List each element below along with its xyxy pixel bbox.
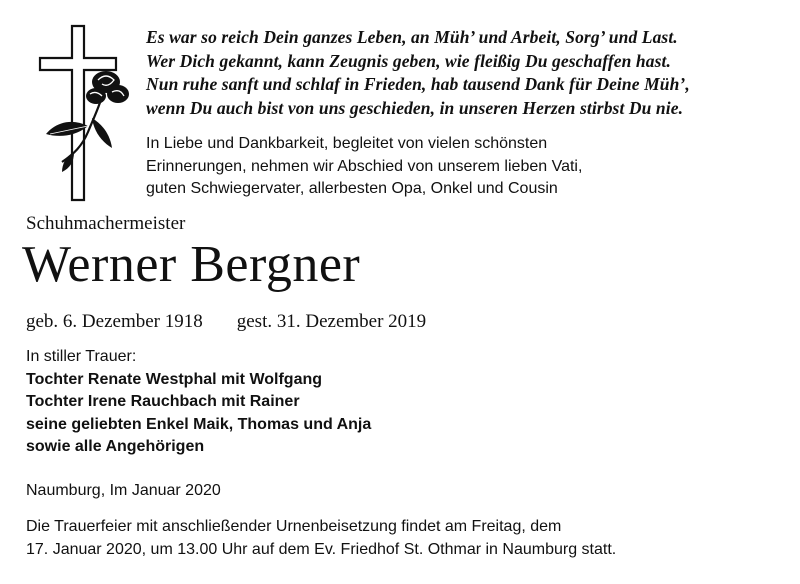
death-date: gest. 31. Dezember 2019 [236, 311, 427, 332]
deceased-name: Werner Bergner [22, 236, 361, 293]
place-and-date: Naumburg, Im Januar 2020 [26, 482, 221, 499]
intro-line: guten Schwiegervater, allerbesten Opa, Onkel und Cousin [146, 180, 558, 197]
mourners-list [26, 346, 371, 459]
mourner-entry: Tochter Irene Rauchbach mit Rainer [26, 393, 300, 410]
profession-title: Schuhmachermeister [26, 213, 186, 234]
birth-date: geb. 6. Dezember 1918 [26, 311, 203, 332]
cross-with-rose-icon [32, 22, 142, 204]
poem-verse [146, 26, 786, 120]
intro-text [146, 133, 786, 201]
mourner-entry: sowie alle Angehörigen [26, 438, 205, 455]
intro-line: Erinnerungen, nehmen wir Abschied von unserem lieben Vati, [146, 157, 583, 175]
mourner-entry: seine geliebten Enkel Maik, Thomas und Anja [26, 415, 372, 433]
funeral-info [26, 516, 616, 561]
life-dates [26, 310, 426, 334]
poem-line: Nun ruhe sanft und schlaf in Frieden, hab tausend Dank für Deine Müh’, [146, 74, 690, 94]
funeral-line: Die Trauerfeier mit anschließender Urnenbeisetzung findet am Freitag, dem [26, 518, 562, 535]
poem-line: wenn Du auch bist von uns geschieden, in unseren Herzen stirbst Du nie. [146, 97, 684, 118]
intro-line: In Liebe und Dankbarkeit, begleitet von vielen schönsten [146, 135, 548, 152]
poem-line: Es war so reich Dein ganzes Leben, an Müh’ und Arbeit, Sorg’ und Last. [146, 27, 678, 47]
poem-line: Wer Dich gekannt, kann Zeugnis geben, wie fleißig Du geschaffen hast. [146, 50, 671, 71]
mourner-entry: Tochter Renate Westphal mit Wolfgang [26, 370, 323, 388]
funeral-line: 17. Januar 2020, um 13.00 Uhr auf dem Ev. Friedhof St. Othmar in Naumburg statt. [26, 540, 617, 558]
mourners-heading: In stiller Trauer: [26, 348, 137, 365]
